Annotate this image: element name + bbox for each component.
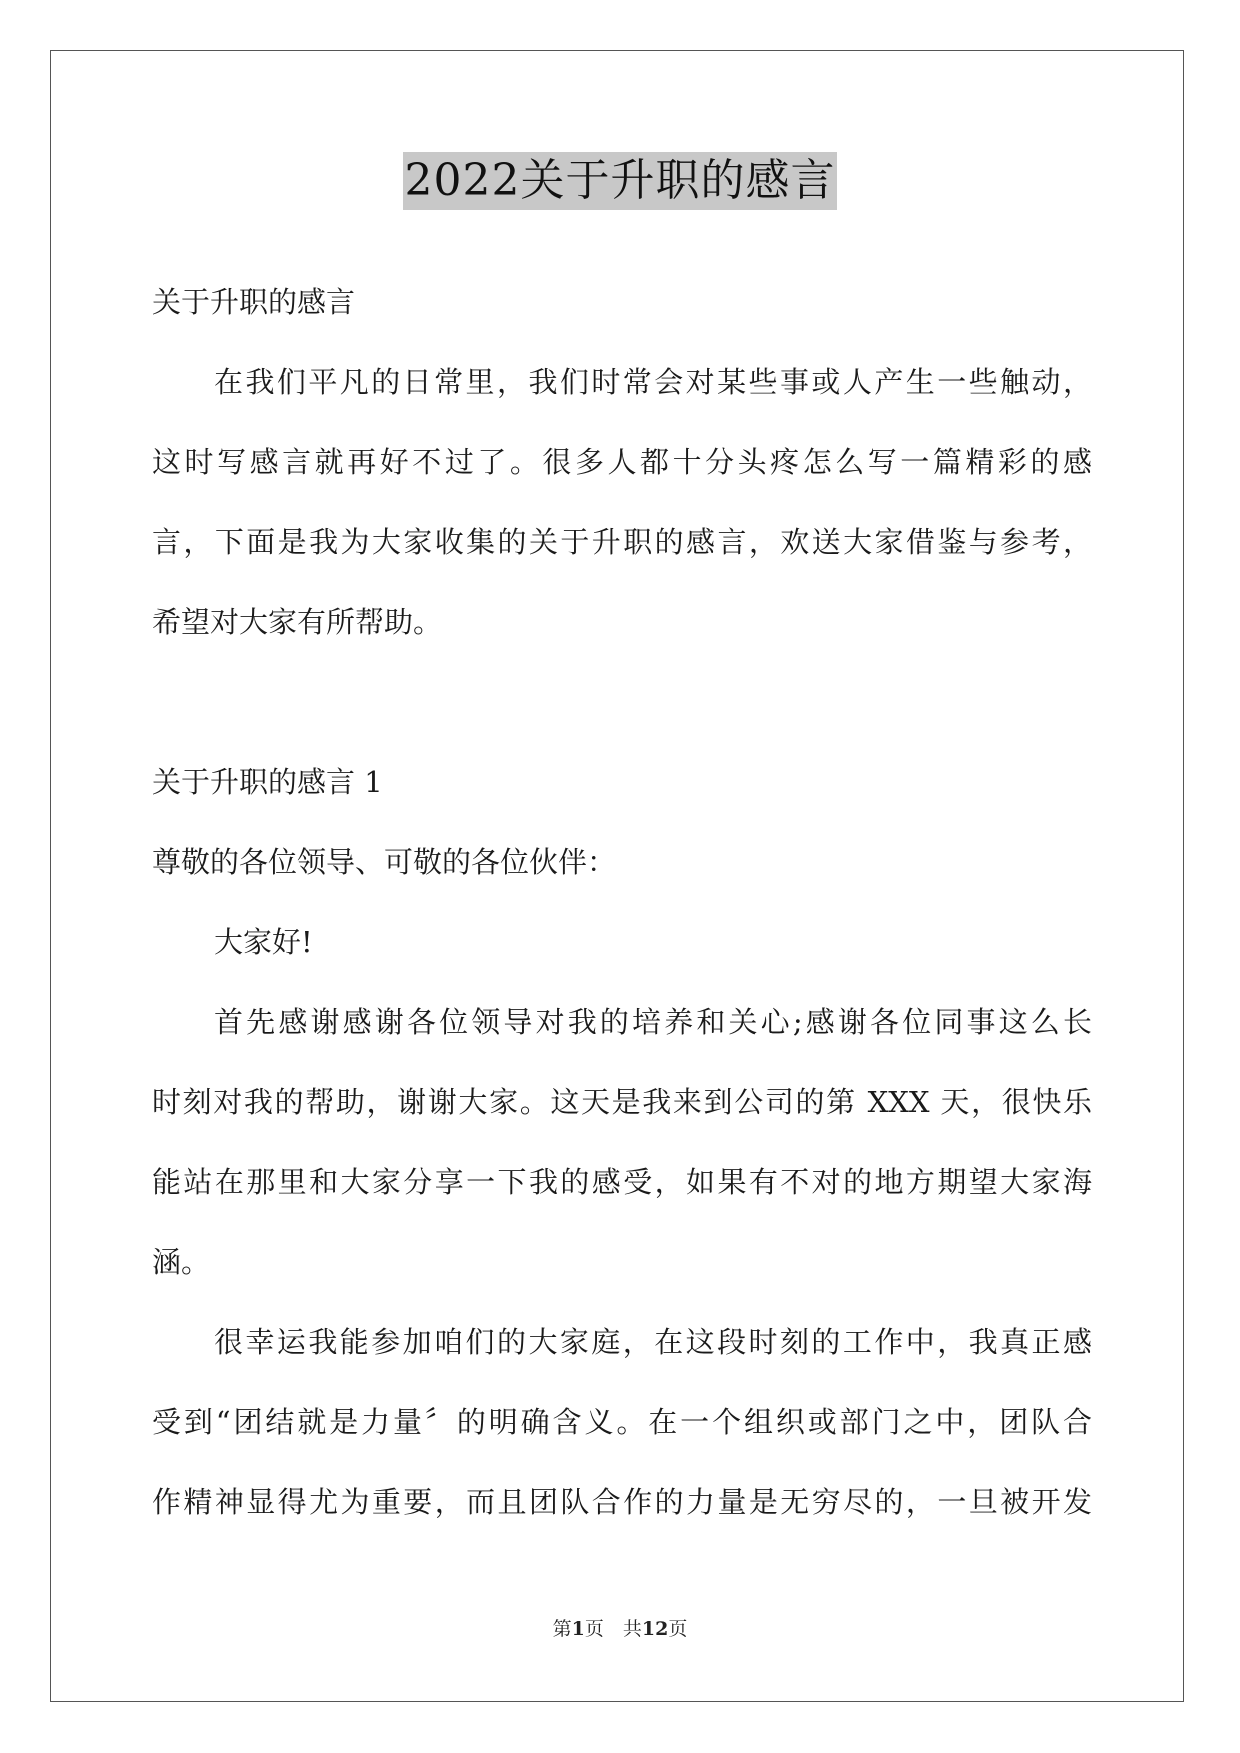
paragraph-line: 受到“团结就是力量〞的明确含义。在一个组织或部门之中，团队合 (152, 1405, 1092, 1439)
blank-line (152, 662, 1092, 742)
document-body (152, 262, 1092, 1542)
footer-prefix: 第 (552, 1618, 572, 1640)
current-page-number: 1 (571, 1618, 585, 1640)
paragraph-line: 很幸运我能参加咱们的大家庭，在这段时刻的工作中，我真正感 (214, 1325, 1092, 1359)
salutation: 尊敬的各位领导、可敬的各位伙伴： (152, 845, 617, 879)
title-container (0, 152, 1240, 210)
paragraph-line: 首先感谢感谢各位领导对我的培养和关心;感谢各位同事这么长 (214, 1005, 1092, 1039)
paragraph-line: 能站在那里和大家分享一下我的感受，如果有不对的地方期望大家海 (152, 1165, 1092, 1199)
page-footer (0, 1614, 1240, 1641)
paragraph-line: 这时写感言就再好不过了。很多人都十分头疼怎么写一篇精彩的感 (152, 445, 1092, 479)
paragraph-line: 作精神显得尤为重要，而且团队合作的力量是无穷尽的，一旦被开发 (152, 1485, 1092, 1519)
paragraph-line: 在我们平凡的日常里，我们时常会对某些事或人产生一些触动， (214, 365, 1092, 399)
paragraph-line: 言，下面是我为大家收集的关于升职的感言，欢送大家借鉴与参考， (152, 525, 1092, 559)
paragraph-line: 时刻对我的帮助，谢谢大家。这天是我来到公司的第 XXX 天，很快乐 (152, 1085, 1092, 1119)
paragraph-line: 希望对大家有所帮助。 (152, 605, 443, 639)
paragraph-line: 涵。 (152, 1245, 211, 1279)
footer-mid: 页 共 (584, 1618, 642, 1640)
section-heading: 关于升职的感言 1 (152, 765, 383, 799)
intro-heading: 关于升职的感言 (152, 285, 356, 319)
footer-suffix: 页 (668, 1618, 688, 1640)
document-title: 2022关于升职的感言 (403, 152, 838, 210)
total-page-count: 12 (641, 1618, 669, 1640)
greeting: 大家好! (214, 925, 313, 959)
